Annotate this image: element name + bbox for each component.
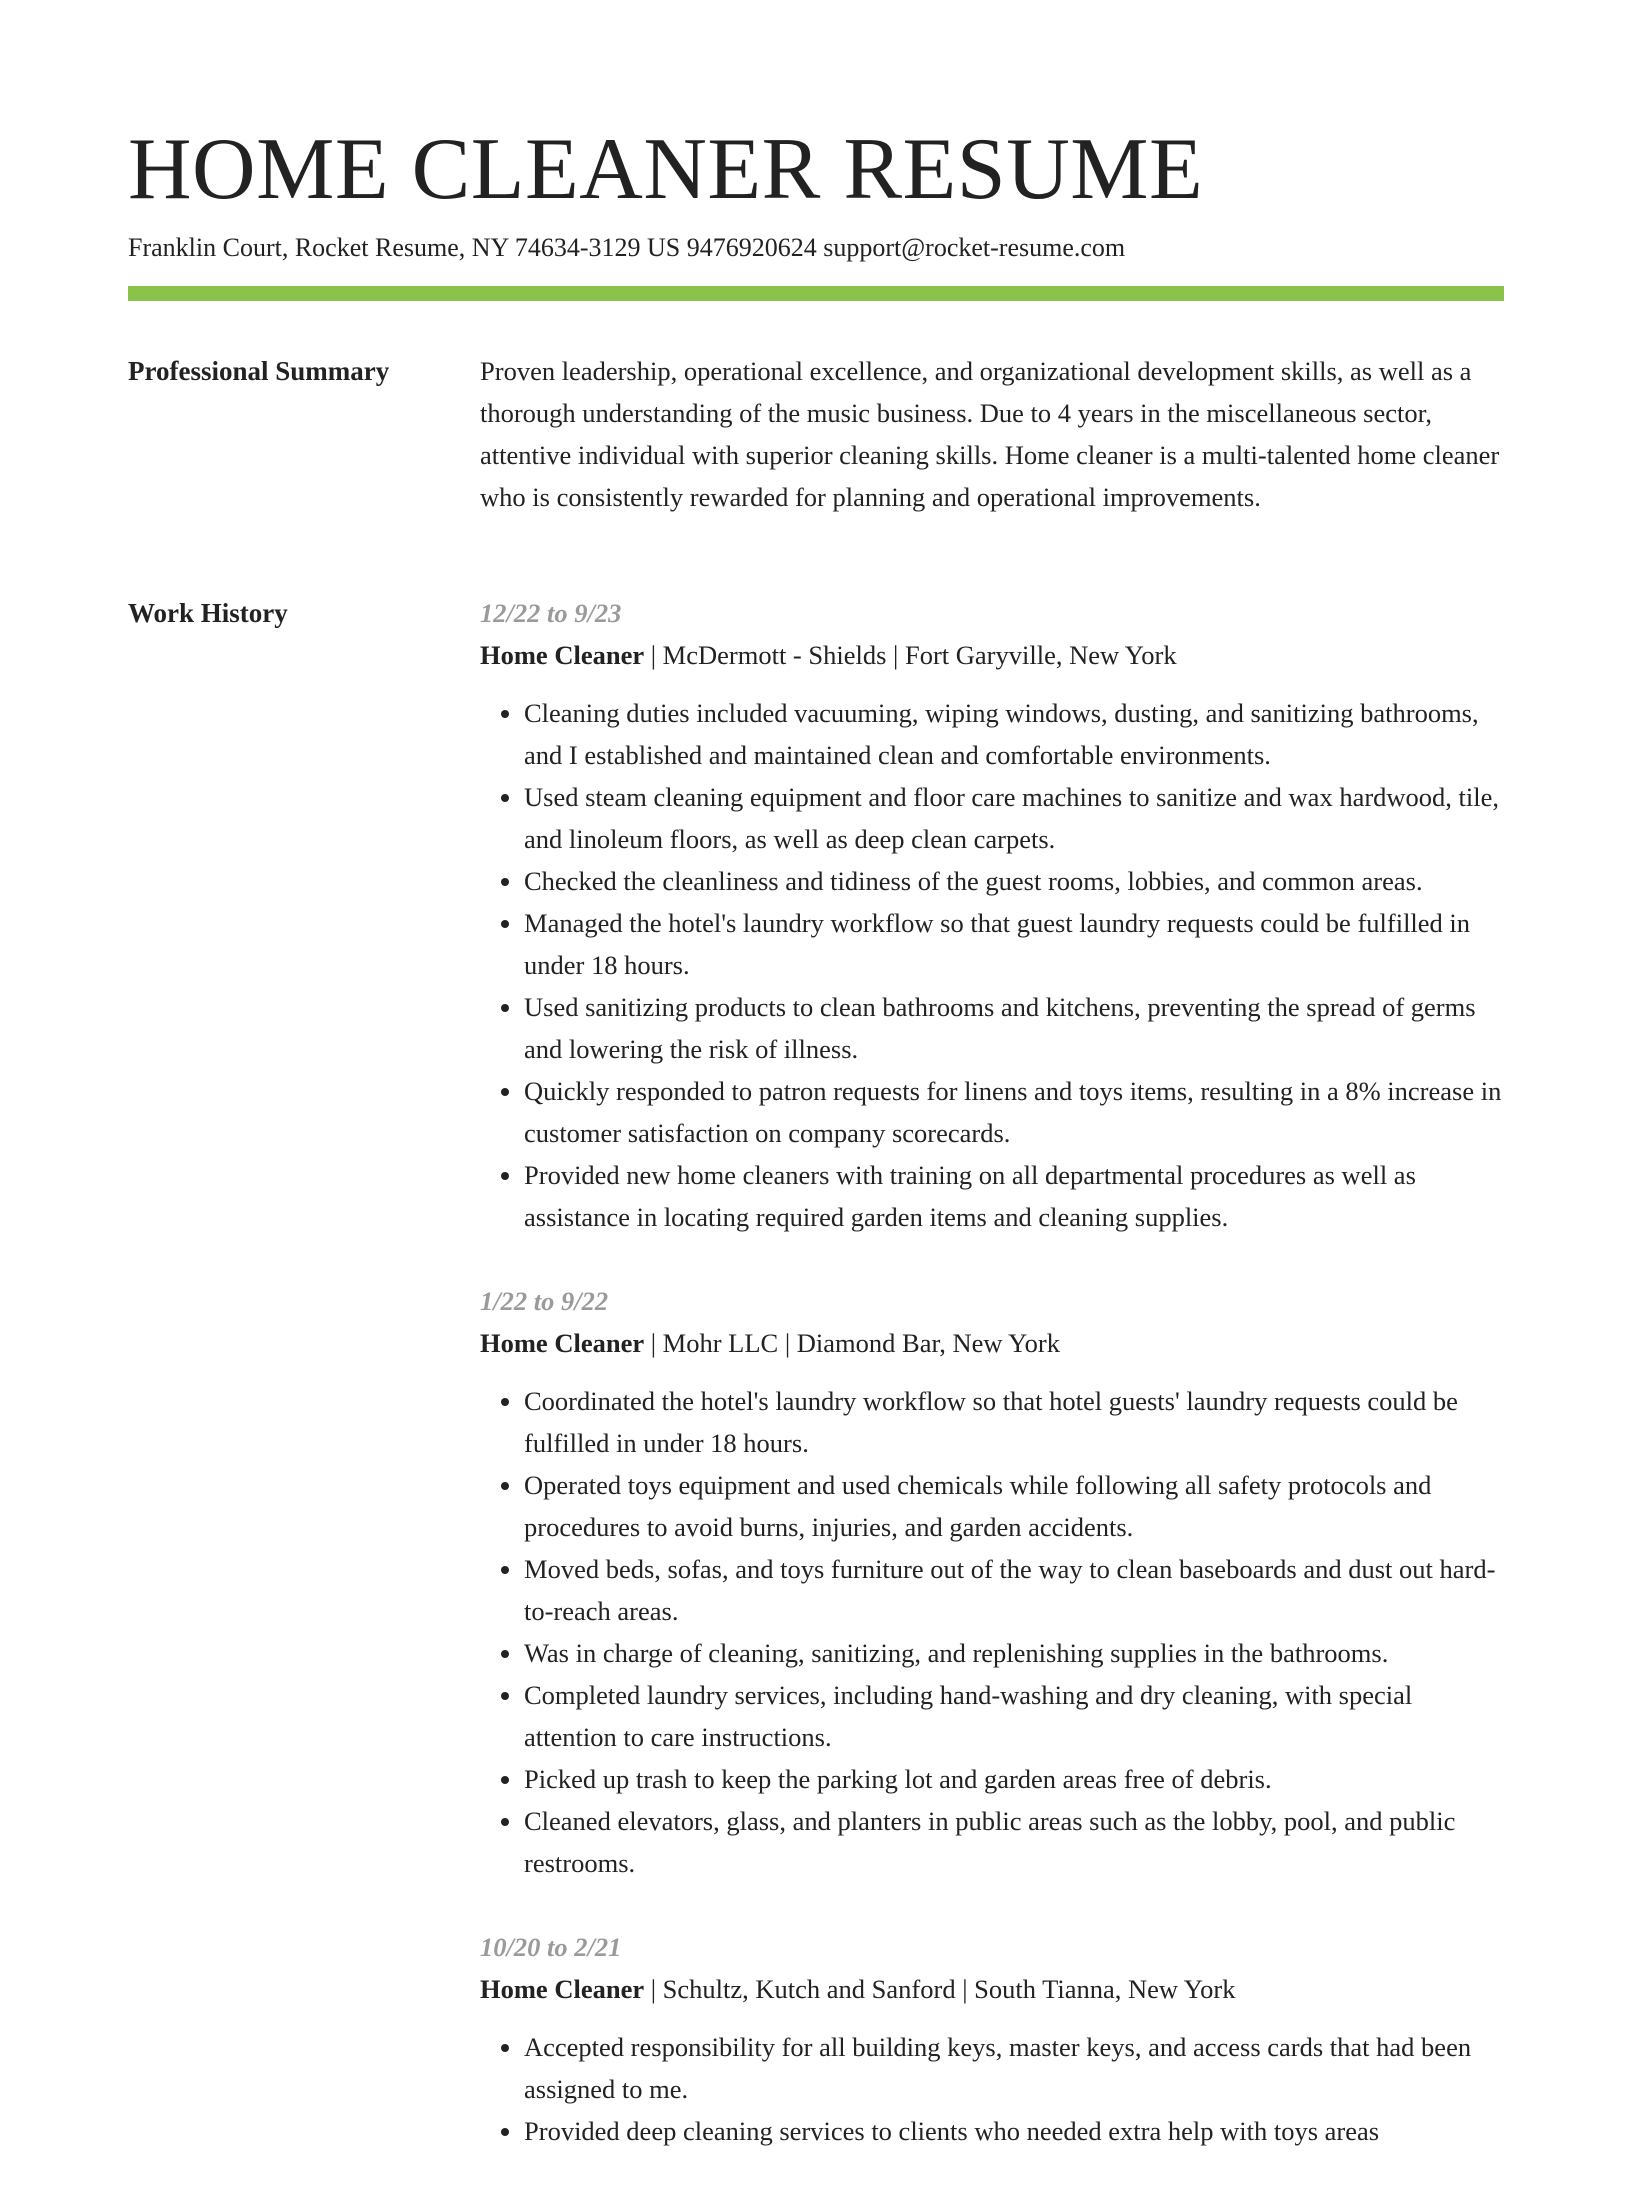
- contact-address: Franklin Court, Rocket Resume, NY 74634-3129 US: [128, 233, 681, 262]
- work-history-body: [480, 592, 1504, 2194]
- contact-email: support@rocket-resume.com: [823, 233, 1126, 262]
- job-bullet: • Cleaned elevators, glass, and planters in public areas such as the lobby, pool, and public restrooms.: [524, 1800, 1504, 1884]
- job-bullet: • Used steam cleaning equipment and floor care machines to sanitize and wax hardwood, tile, and linoleum floors, as well as deep clean carpets.: [524, 776, 1504, 860]
- job-bullet: • Picked up trash to keep the parking lot and garden areas free of debris.: [524, 1758, 1504, 1800]
- job-bullet: • Moved beds, sofas, and toys furniture out of the way to clean baseboards and dust out hard-to-reach areas.: [524, 1548, 1504, 1632]
- job-bullet: • Checked the cleanliness and tidiness of the guest rooms, lobbies, and common areas.: [524, 860, 1504, 902]
- job-entry: [480, 1280, 1504, 1884]
- job-entry: [480, 592, 1504, 1238]
- professional-summary-text: Proven leadership, operational excellence, and organizational development skills, as well as a thorough understanding of the music business. Due to 4 years in the miscellaneous sector, attentive individual with superior cleaning skills. Home cleaner is a multi-talented home cleaner who is consistently rewarded for planning and operational improvements.: [480, 356, 1500, 512]
- work-history-label: Work History: [128, 598, 288, 628]
- job-heading: [480, 634, 1504, 676]
- job-bullet: • Managed the hotel's laundry workflow so that guest laundry requests could be fulfilled in under 18 hours.: [524, 902, 1504, 986]
- job-entry: [480, 1926, 1504, 2152]
- job-bullet-list: [480, 2026, 1504, 2152]
- job-bullet: • Quickly responded to patron requests for linens and toys items, resulting in a 8% increase in customer satisfaction on company scorecards.: [524, 1070, 1504, 1154]
- job-bullet: • Accepted responsibility for all building keys, master keys, and access cards that had been assigned to me.: [524, 2026, 1504, 2110]
- resume-title: HOME CLEANER RESUME: [128, 121, 1204, 218]
- header-divider: [128, 286, 1504, 301]
- professional-summary-body: [480, 350, 1504, 518]
- job-bullet: • Cleaning duties included vacuuming, wiping windows, dusting, and sanitizing bathrooms, and I established and maintained clean and comfortable environments.: [524, 692, 1504, 776]
- job-bullet-list: [480, 1380, 1504, 1884]
- job-dates: 10/20 to 2/21: [480, 1932, 622, 1962]
- job-company-location: | Schultz, Kutch and Sanford | South Tianna, New York: [644, 1974, 1236, 2004]
- contact-line: [128, 230, 1125, 266]
- contact-phone: 9476920624: [686, 233, 817, 262]
- job-bullet: • Completed laundry services, including hand-washing and dry cleaning, with special attention to care instructions.: [524, 1674, 1504, 1758]
- job-bullet: • Coordinated the hotel's laundry workflow so that hotel guests' laundry requests could be fulfilled in under 18 hours.: [524, 1380, 1504, 1464]
- job-company-location: | McDermott - Shields | Fort Garyville, New York: [644, 640, 1177, 670]
- job-bullet: • Provided new home cleaners with training on all departmental procedures as well as assistance in locating required garden items and cleaning supplies.: [524, 1154, 1504, 1238]
- job-bullet-list: [480, 692, 1504, 1238]
- job-dates: 12/22 to 9/23: [480, 598, 622, 628]
- job-company-location: | Mohr LLC | Diamond Bar, New York: [644, 1328, 1060, 1358]
- professional-summary-label: Professional Summary: [128, 356, 390, 386]
- job-title: Home Cleaner: [480, 1974, 645, 2004]
- job-title: Home Cleaner: [480, 640, 645, 670]
- job-heading: [480, 1322, 1504, 1364]
- job-bullet: • Was in charge of cleaning, sanitizing, and replenishing supplies in the bathrooms.: [524, 1632, 1504, 1674]
- job-title: Home Cleaner: [480, 1328, 645, 1358]
- job-bullet: • Operated toys equipment and used chemicals while following all safety protocols and procedures to avoid burns, injuries, and garden accidents.: [524, 1464, 1504, 1548]
- job-bullet: • Used sanitizing products to clean bathrooms and kitchens, preventing the spread of germs and lowering the risk of illness.: [524, 986, 1504, 1070]
- job-heading: [480, 1968, 1504, 2010]
- job-dates: 1/22 to 9/22: [480, 1286, 609, 1316]
- job-bullet: • Provided deep cleaning services to clients who needed extra help with toys areas: [524, 2110, 1504, 2152]
